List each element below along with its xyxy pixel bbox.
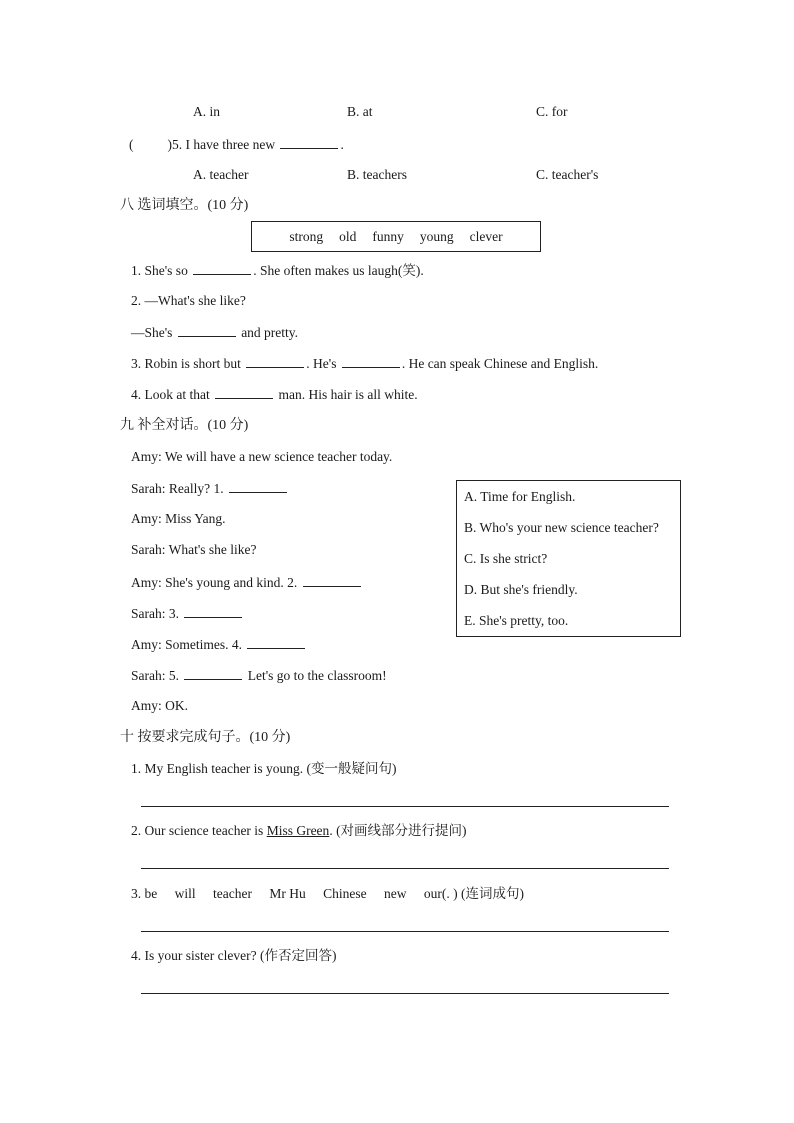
dialogue-text: Amy: She's young and kind. 2.	[131, 575, 298, 590]
s8-q1-blank[interactable]	[193, 261, 251, 275]
dialogue-blank[interactable]	[184, 604, 242, 618]
s8-question-3	[131, 354, 598, 373]
s8-q4-blank[interactable]	[215, 385, 273, 399]
s10-q2-pre: 2. Our science teacher is	[131, 823, 264, 838]
s10-q3-word: Mr Hu	[269, 886, 306, 901]
s8-question-1	[131, 261, 424, 280]
s10-question-3	[131, 885, 524, 903]
section-10-heading: 十 按要求完成句子。(10 分)	[120, 730, 291, 745]
option-c: C. Is she strict?	[464, 551, 548, 566]
s8-q3-pre: 3. Robin is short but	[131, 356, 241, 371]
dialogue-line	[131, 635, 307, 654]
s8-q2b-pre: —She's	[131, 325, 173, 340]
dialogue-text: Sarah: 5.	[131, 668, 179, 683]
s8-q1-post: . She often makes us laugh(笑).	[253, 263, 424, 278]
dialogue-blank[interactable]	[247, 635, 305, 649]
dialogue-options-box	[456, 480, 681, 637]
option-a: A. Time for English.	[464, 489, 576, 504]
s10-q3-word: Chinese	[323, 886, 367, 901]
s10-answer-line-1[interactable]	[141, 806, 669, 807]
s8-q3-blank-1[interactable]	[246, 354, 304, 368]
s10-question-1: 1. My English teacher is young. (变一般疑问句)	[131, 761, 397, 776]
option-b: B. Who's your new science teacher?	[464, 520, 659, 535]
q5-end: .	[340, 137, 344, 152]
dialogue-line	[131, 479, 289, 498]
q5-blank[interactable]	[280, 135, 338, 149]
option-d: D. But she's friendly.	[464, 582, 578, 597]
section-8-heading: 八 选词填空。(10 分)	[120, 198, 249, 213]
dialogue-line	[131, 573, 363, 592]
dialogue-text: Sarah: Really? 1.	[131, 481, 224, 496]
s10-q3-word: new	[383, 886, 407, 901]
s10-q2-underlined: Miss Green	[266, 823, 330, 838]
q4-option-a: A. in	[193, 104, 220, 119]
q5-text: )5. I have three new	[167, 137, 276, 152]
dialogue-line	[131, 541, 257, 559]
q5-option-a: A. teacher	[193, 167, 249, 182]
s8-question-2a: 2. —What's she like?	[131, 293, 246, 308]
dialogue-text: Amy: OK.	[131, 698, 188, 713]
s8-q3-post: . He can speak Chinese and English.	[401, 356, 599, 371]
dialogue-blank[interactable]	[184, 666, 242, 680]
dialogue-text: Amy: We will have a new science teacher today.	[131, 449, 393, 464]
section-9-heading: 九 补全对话。(10 分)	[120, 418, 249, 433]
word-bank-box	[251, 221, 541, 252]
word-old: old	[339, 229, 357, 244]
s10-q3-word: 3. be	[131, 886, 158, 901]
dialogue-line	[131, 666, 387, 685]
s8-question-2b	[131, 323, 298, 342]
s10-answer-line-2[interactable]	[141, 868, 669, 869]
s10-q3-word: will	[174, 886, 196, 901]
s8-q2-blank[interactable]	[178, 323, 236, 337]
s10-q3-word: teacher	[213, 886, 252, 901]
s10-q3-note: (连词成句)	[460, 886, 524, 901]
word-bank	[252, 229, 540, 245]
s8-question-4	[131, 385, 418, 404]
q4-option-c: C. for	[536, 104, 568, 119]
dialogue-blank[interactable]	[229, 479, 287, 493]
answer-bracket-open: (	[129, 137, 134, 152]
dialogue-text: Amy: Miss Yang.	[131, 511, 226, 526]
s10-q2-post: . (对画线部分进行提问)	[329, 823, 467, 838]
s10-answer-line-3[interactable]	[141, 931, 669, 932]
dialogue-line	[131, 448, 392, 466]
word-strong: strong	[289, 229, 324, 244]
dialogue-text: Amy: Sometimes. 4.	[131, 637, 242, 652]
s10-question-4: 4. Is your sister clever? (作否定回答)	[131, 948, 337, 963]
word-funny: funny	[372, 229, 404, 244]
dialogue-text-after: Let's go to the classroom!	[247, 668, 387, 683]
s8-q2b-post: and pretty.	[241, 325, 299, 340]
s10-answer-line-4[interactable]	[141, 993, 669, 994]
s8-q4-post: man. His hair is all white.	[278, 387, 418, 402]
option-e: E. She's pretty, too.	[464, 613, 569, 628]
s10-question-2	[131, 822, 467, 840]
dialogue-blank[interactable]	[303, 573, 361, 587]
s10-q3-word: our(. )	[423, 886, 458, 901]
dialogue-text: Sarah: 3.	[131, 606, 179, 621]
s8-q3-blank-2[interactable]	[342, 354, 400, 368]
dialogue-text: Sarah: What's she like?	[131, 542, 257, 557]
dialogue-line	[131, 510, 226, 528]
q5-option-c: C. teacher's	[536, 167, 599, 182]
s8-q1-pre: 1. She's so	[131, 263, 188, 278]
dialogue-line	[131, 697, 188, 715]
s8-q4-pre: 4. Look at that	[131, 387, 210, 402]
dialogue-line	[131, 604, 244, 623]
s8-q3-mid: . He's	[306, 356, 337, 371]
q4-option-b: B. at	[347, 104, 373, 119]
word-clever: clever	[469, 229, 503, 244]
q5-option-b: B. teachers	[347, 167, 407, 182]
word-young: young	[419, 229, 454, 244]
question-5	[129, 135, 344, 154]
